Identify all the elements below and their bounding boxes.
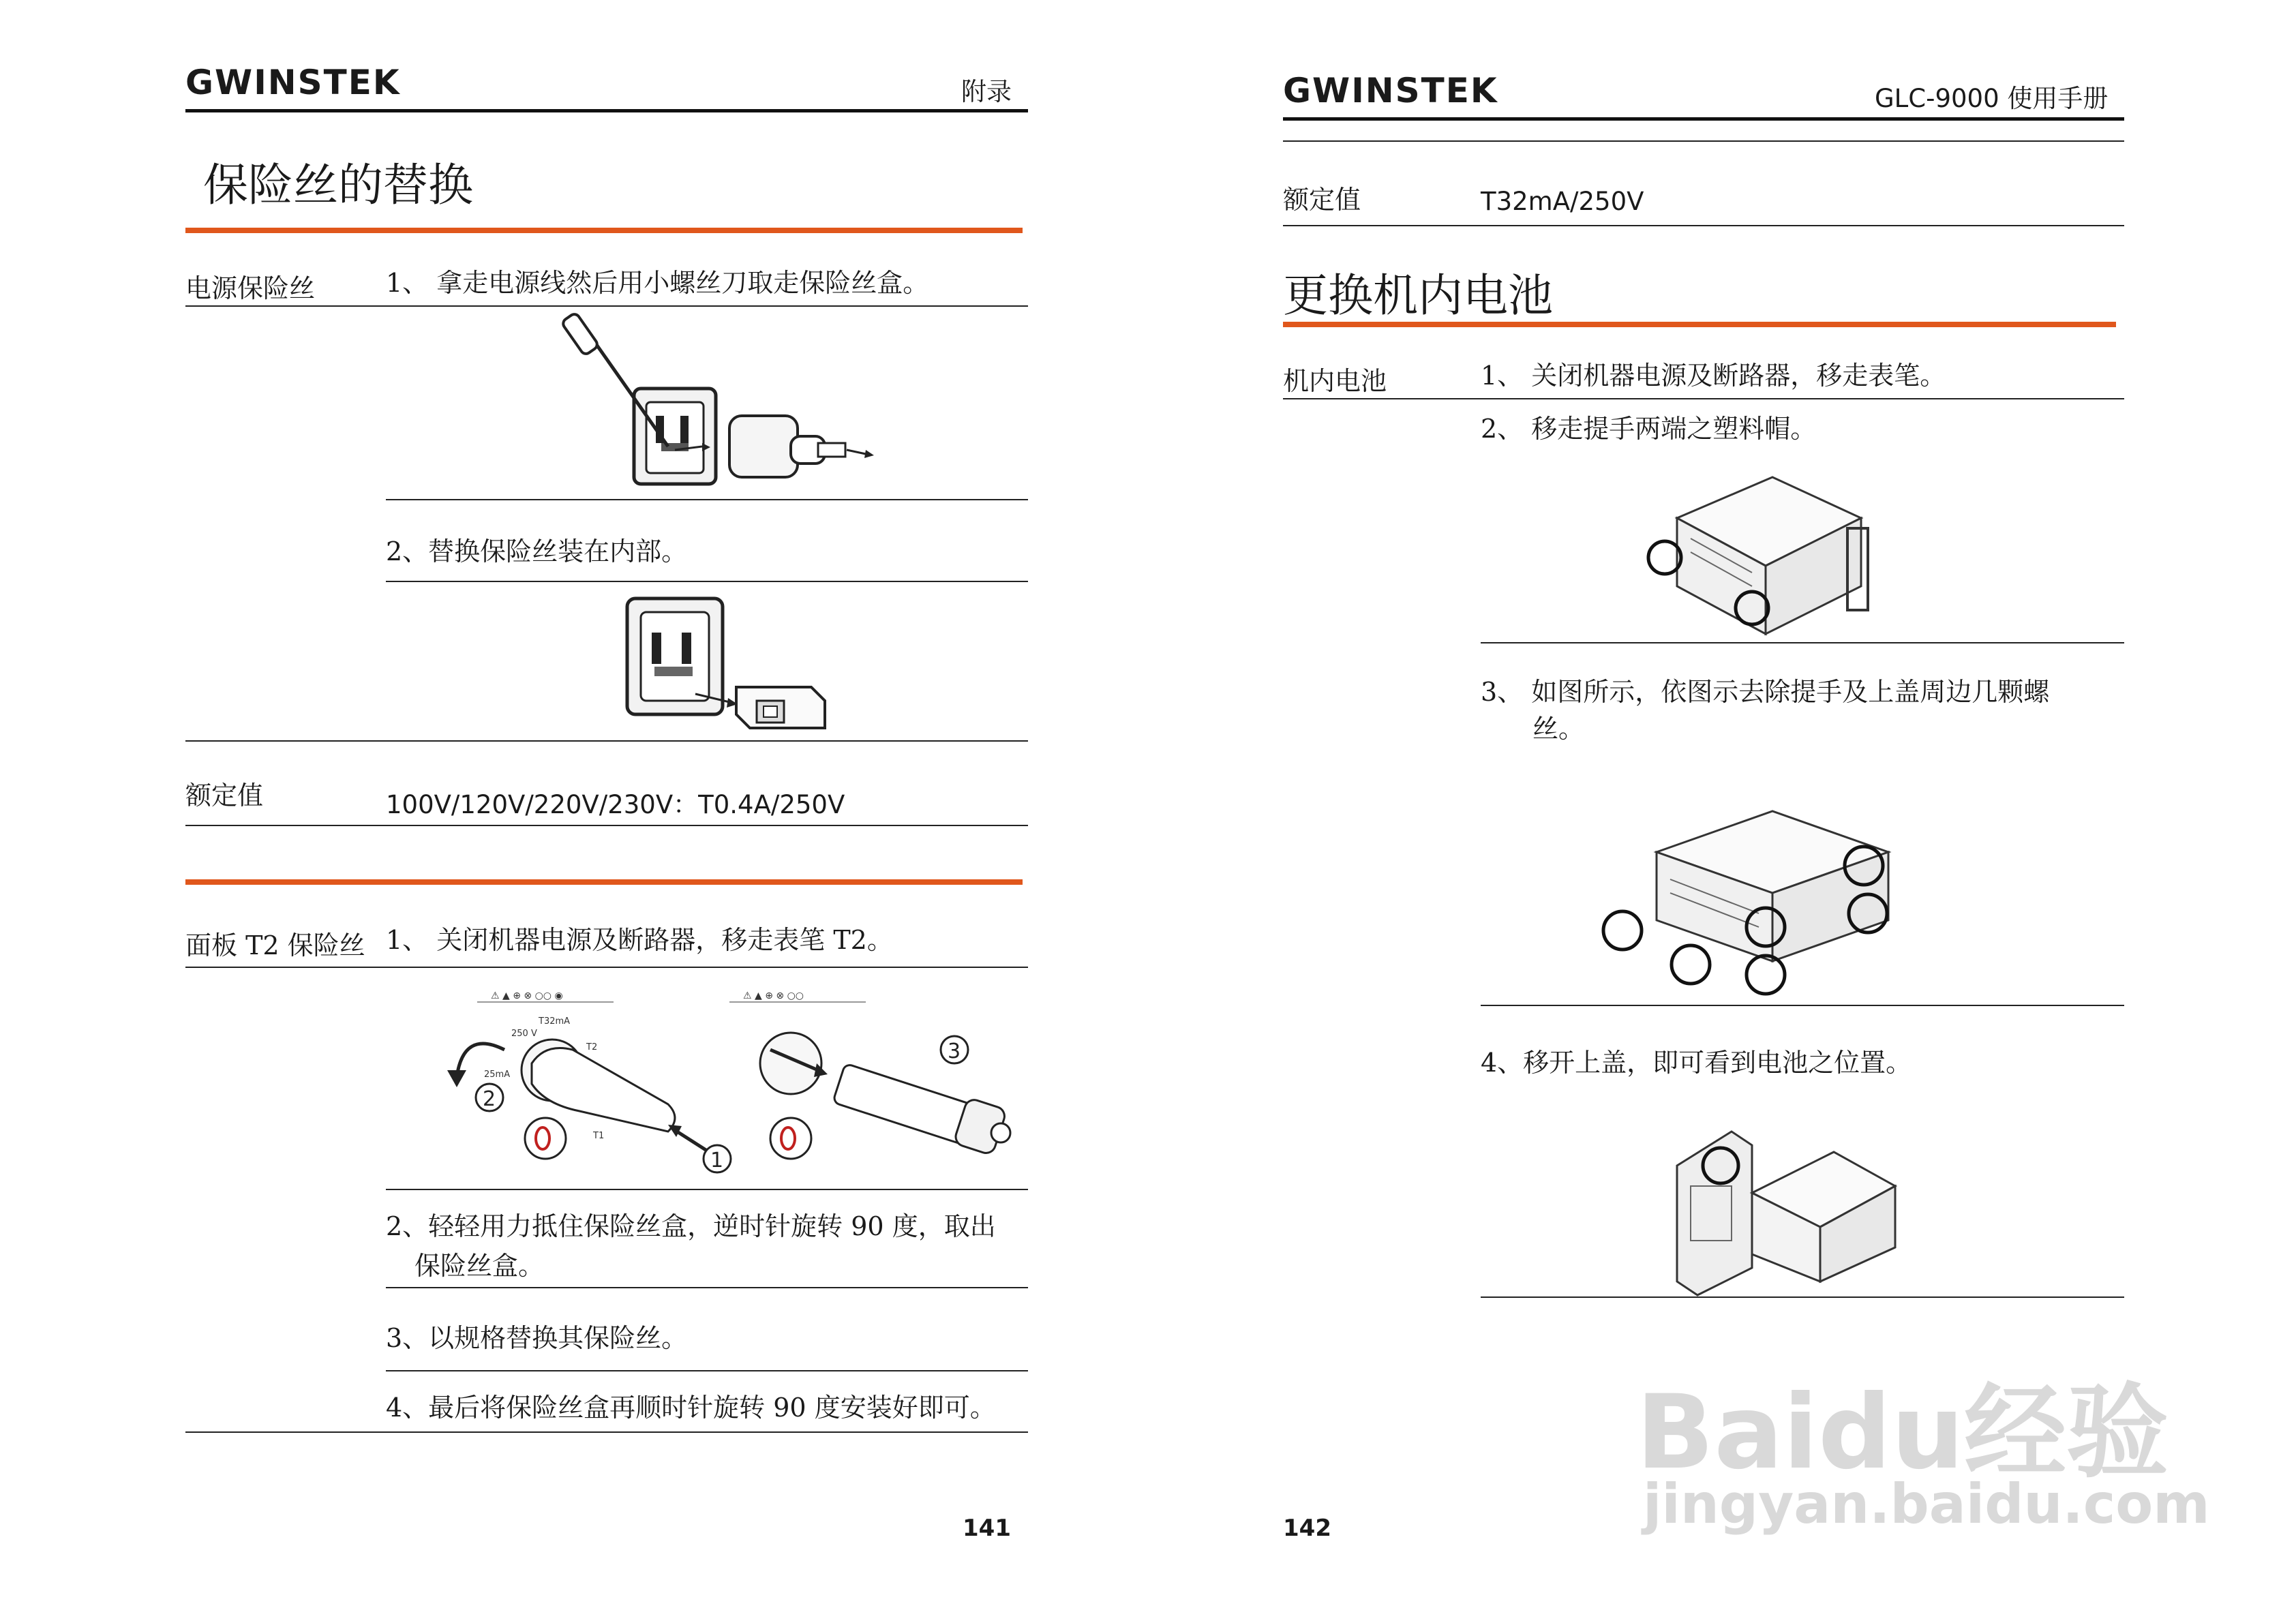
header-manual-title: GLC-9000 使用手册 [1875,84,2109,113]
screw-removal-figure [1595,798,1909,1002]
row-rule [1283,140,2124,142]
fuse-install-figure [614,592,839,742]
row-rule [185,305,1028,307]
fuse-removal-figure [566,314,879,498]
power-fuse-label: 电源保险丝 [185,273,316,303]
panel-fuse-step3: 3、以规格替换其保险丝。 [386,1323,688,1353]
panel-fuse-figure [409,975,1023,1179]
row-rule [1481,1296,2124,1298]
svg-text:⚠ ▲ ⊕ ⊗ ○○ ◉: ⚠ ▲ ⊕ ⊗ ○○ ◉ [491,990,563,1001]
watermark-brand-cn: 经验 [1964,1374,2169,1492]
rating-label: 额定值 [1283,185,1361,215]
panel-fuse-step4: 4、最后将保险丝盒再顺时针旋转 90 度安装好即可。 [386,1393,996,1423]
battery-step3-line2: 丝。 [1532,714,1585,744]
panel-right [729,990,1010,1159]
row-rule [185,967,1028,968]
row-rule [386,1370,1028,1371]
fig-label-t1: T1 [593,1131,605,1141]
panel-fuse-label: 面板 T2 保险丝 [185,930,365,960]
row-rule [386,1287,1028,1288]
fig-label-25ma: 25mA [484,1070,511,1080]
callout-1: 1 [710,1149,724,1172]
rating-value: 100V/120V/220V/230V：T0.4A/250V [386,790,845,819]
fig-label-250v: 250 V [511,1029,537,1039]
header-section-label: 附录 [961,77,1012,106]
battery-step3-line1: 3、 如图所示，依图示去除提手及上盖周边几颗螺 [1481,677,2050,707]
power-fuse-step1: 1、 拿走电源线然后用小螺丝刀取走保险丝盒。 [386,268,929,298]
panel-fuse-step2-line2: 保险丝盒。 [414,1251,545,1281]
power-fuse-step2: 2、替换保险丝装在内部。 [386,536,688,566]
title-rule [1283,322,2116,327]
row-rule [386,581,1028,582]
handle-caps-figure [1636,464,1882,641]
fig-label-t32ma: T32mA [539,1016,571,1027]
watermark-url: jingyan.baidu.com [1643,1472,2210,1536]
panel-fuse-step1: 1、 关闭机器电源及断路器，移走表笔 T2。 [386,925,893,955]
panel-left [447,990,731,1172]
row-rule [386,1189,1028,1190]
page-title: 保险丝的替换 [203,159,473,211]
battery-step4: 4、移开上盖，即可看到电池之位置。 [1481,1048,1912,1078]
section-rule [185,879,1023,885]
battery-location-figure [1663,1104,1909,1295]
row-rule [185,1431,1028,1433]
rating-label: 额定值 [185,780,264,810]
header-rule [1283,117,2124,121]
fig-label-t2: T2 [586,1042,598,1052]
row-rule [1283,225,2124,226]
header-rule [185,109,1028,112]
row-rule [185,740,1028,742]
row-rule [386,499,1028,500]
row-rule [1481,1005,2124,1006]
watermark-brand-text: Baidu [1636,1374,1965,1492]
page-number: 142 [1283,1515,1331,1542]
row-rule [185,825,1028,826]
battery-label: 机内电池 [1283,366,1387,396]
panel-fuse-step2-line1: 2、轻轻用力抵住保险丝盒，逆时针旋转 90 度，取出 [386,1211,996,1241]
gwinstek-logo: GWINSTEK [185,63,401,102]
battery-step1: 1、 关闭机器电源及断路器，移走表笔。 [1481,361,1946,391]
rating-value: T32mA/250V [1481,187,1644,216]
svg-text:⚠ ▲ ⊕ ⊗ ○○: ⚠ ▲ ⊕ ⊗ ○○ [743,990,804,1001]
page-title: 更换机内电池 [1283,269,1553,322]
callout-2: 2 [483,1087,496,1111]
callout-3: 3 [948,1040,961,1063]
page-number: 141 [963,1515,1011,1542]
title-rule [185,228,1023,233]
row-rule [1283,398,2124,399]
gwinstek-logo: GWINSTEK [1283,71,1498,110]
row-rule [1481,642,2124,643]
battery-step2: 2、 移走提手两端之塑料帽。 [1481,414,1817,444]
